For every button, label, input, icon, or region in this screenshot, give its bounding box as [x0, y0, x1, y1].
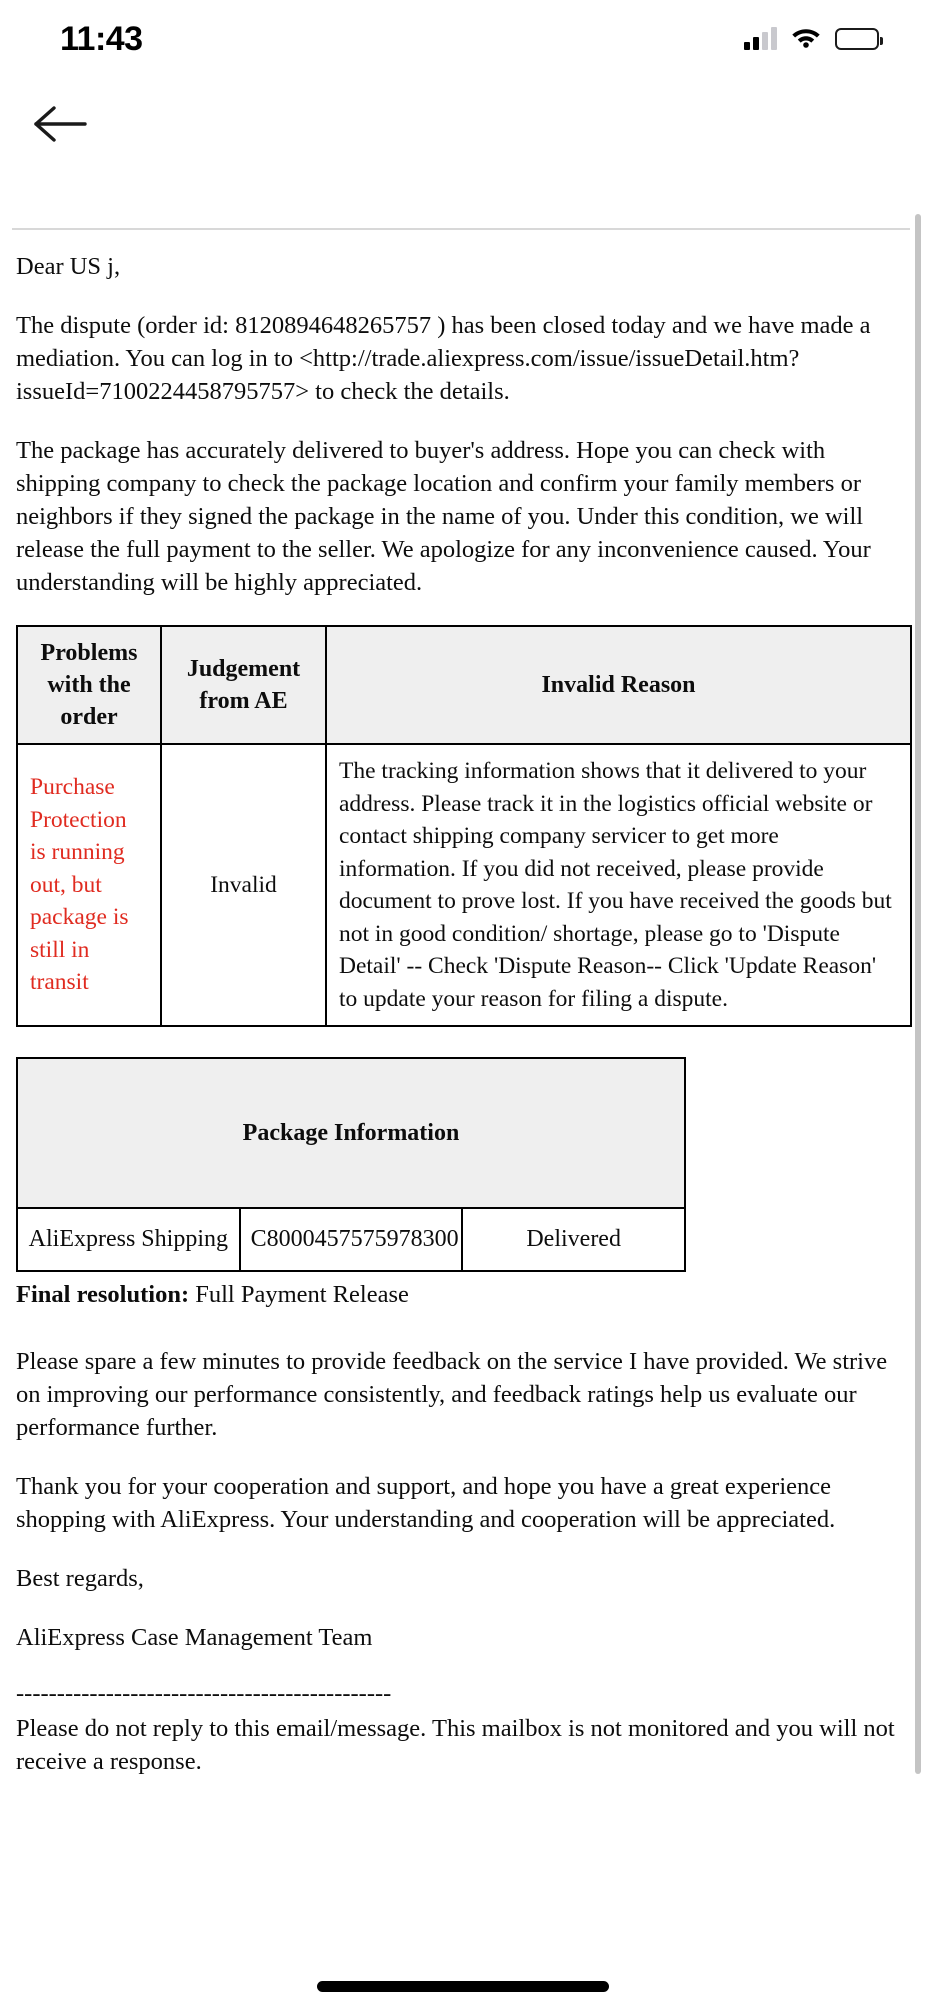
email-separator: ----------------------------------------------	[16, 1680, 392, 1707]
final-resolution-label: Final resolution:	[16, 1281, 190, 1308]
email-disclaimer: Please do not reply to this email/message. This mailbox is not monitored and you will not receive a response.	[16, 1715, 895, 1775]
email-body	[0, 250, 925, 1804]
final-resolution	[16, 1278, 907, 1311]
status-bar-time: 11:43	[60, 19, 143, 58]
navigation-bar	[0, 78, 925, 173]
table-row	[17, 1208, 685, 1271]
email-paragraph-package: The package has accurately delivered to buyer's address. Hope you can check with shipping company to check the package location and confirm your family members or neighbors if they signed the package in the name of you. Under this condition, we will release the full payment to the seller. We apologize for any inconvenience caused. Your understanding will be highly appreciated.	[16, 437, 871, 596]
back-arrow-icon	[32, 102, 88, 151]
cell-invalid-reason: The tracking information shows that it delivered to your address. Please track it in the logistics official website or contact shipping company servicer to get more information. If you did not received, please provide document to prove lost. If you have received the goods but not in good condition/ shortage, please go to 'Dispute Detail' -- Check 'Dispute Reason-- Click 'Update Reason' to update your reason for filing a dispute.	[326, 744, 911, 1026]
email-sign-off: Best regards,	[16, 1565, 144, 1592]
email-greeting: Dear US j,	[16, 253, 121, 280]
cell-tracking-number: C8000457575978300	[240, 1208, 463, 1271]
cell-delivery-status: Delivered	[462, 1208, 685, 1271]
column-header-judgement: Judgement from AE	[161, 626, 326, 744]
email-paragraph-thanks: Thank you for your cooperation and support, and hope you have a great experience shopping with AliExpress. Your understanding and cooperation will be appreciated.	[16, 1473, 836, 1533]
status-bar-indicators	[744, 26, 879, 53]
status-bar	[0, 0, 925, 78]
package-information-title: Package Information	[17, 1058, 685, 1208]
cell-problem: Purchase Protection is running out, but package is still in transit	[17, 744, 161, 1026]
column-header-problems: Problems with the order	[17, 626, 161, 744]
header-divider	[12, 228, 910, 230]
cell-judgement: Invalid	[161, 744, 326, 1026]
battery-low-icon	[835, 28, 879, 50]
final-resolution-value: Full Payment Release	[195, 1281, 409, 1308]
table-header-row	[17, 1058, 685, 1208]
email-paragraph-feedback: Please spare a few minutes to provide feedback on the service I have provided. We strive on improving our performance consistently, and feedback ratings help us evaluate our performance further.	[16, 1348, 888, 1441]
email-team-name: AliExpress Case Management Team	[16, 1624, 373, 1651]
email-paragraph-dispute: The dispute (order id: 8120894648265757 ) has been closed today and we have made a mediation. You can log in to <http://trade.aliexpress.com/issue/issueDetail.htm?issueId=7100224458795757> to check the details.	[16, 312, 871, 405]
package-information-table	[16, 1057, 686, 1272]
back-button[interactable]	[22, 88, 98, 164]
column-header-invalid-reason: Invalid Reason	[326, 626, 911, 744]
home-indicator	[317, 1981, 609, 1992]
wifi-icon	[791, 26, 821, 53]
cellular-signal-icon	[744, 28, 777, 50]
cell-carrier: AliExpress Shipping	[17, 1208, 240, 1271]
invalid-reason-table	[16, 625, 912, 1027]
table-header-row	[17, 626, 911, 744]
table-row	[17, 744, 911, 1026]
